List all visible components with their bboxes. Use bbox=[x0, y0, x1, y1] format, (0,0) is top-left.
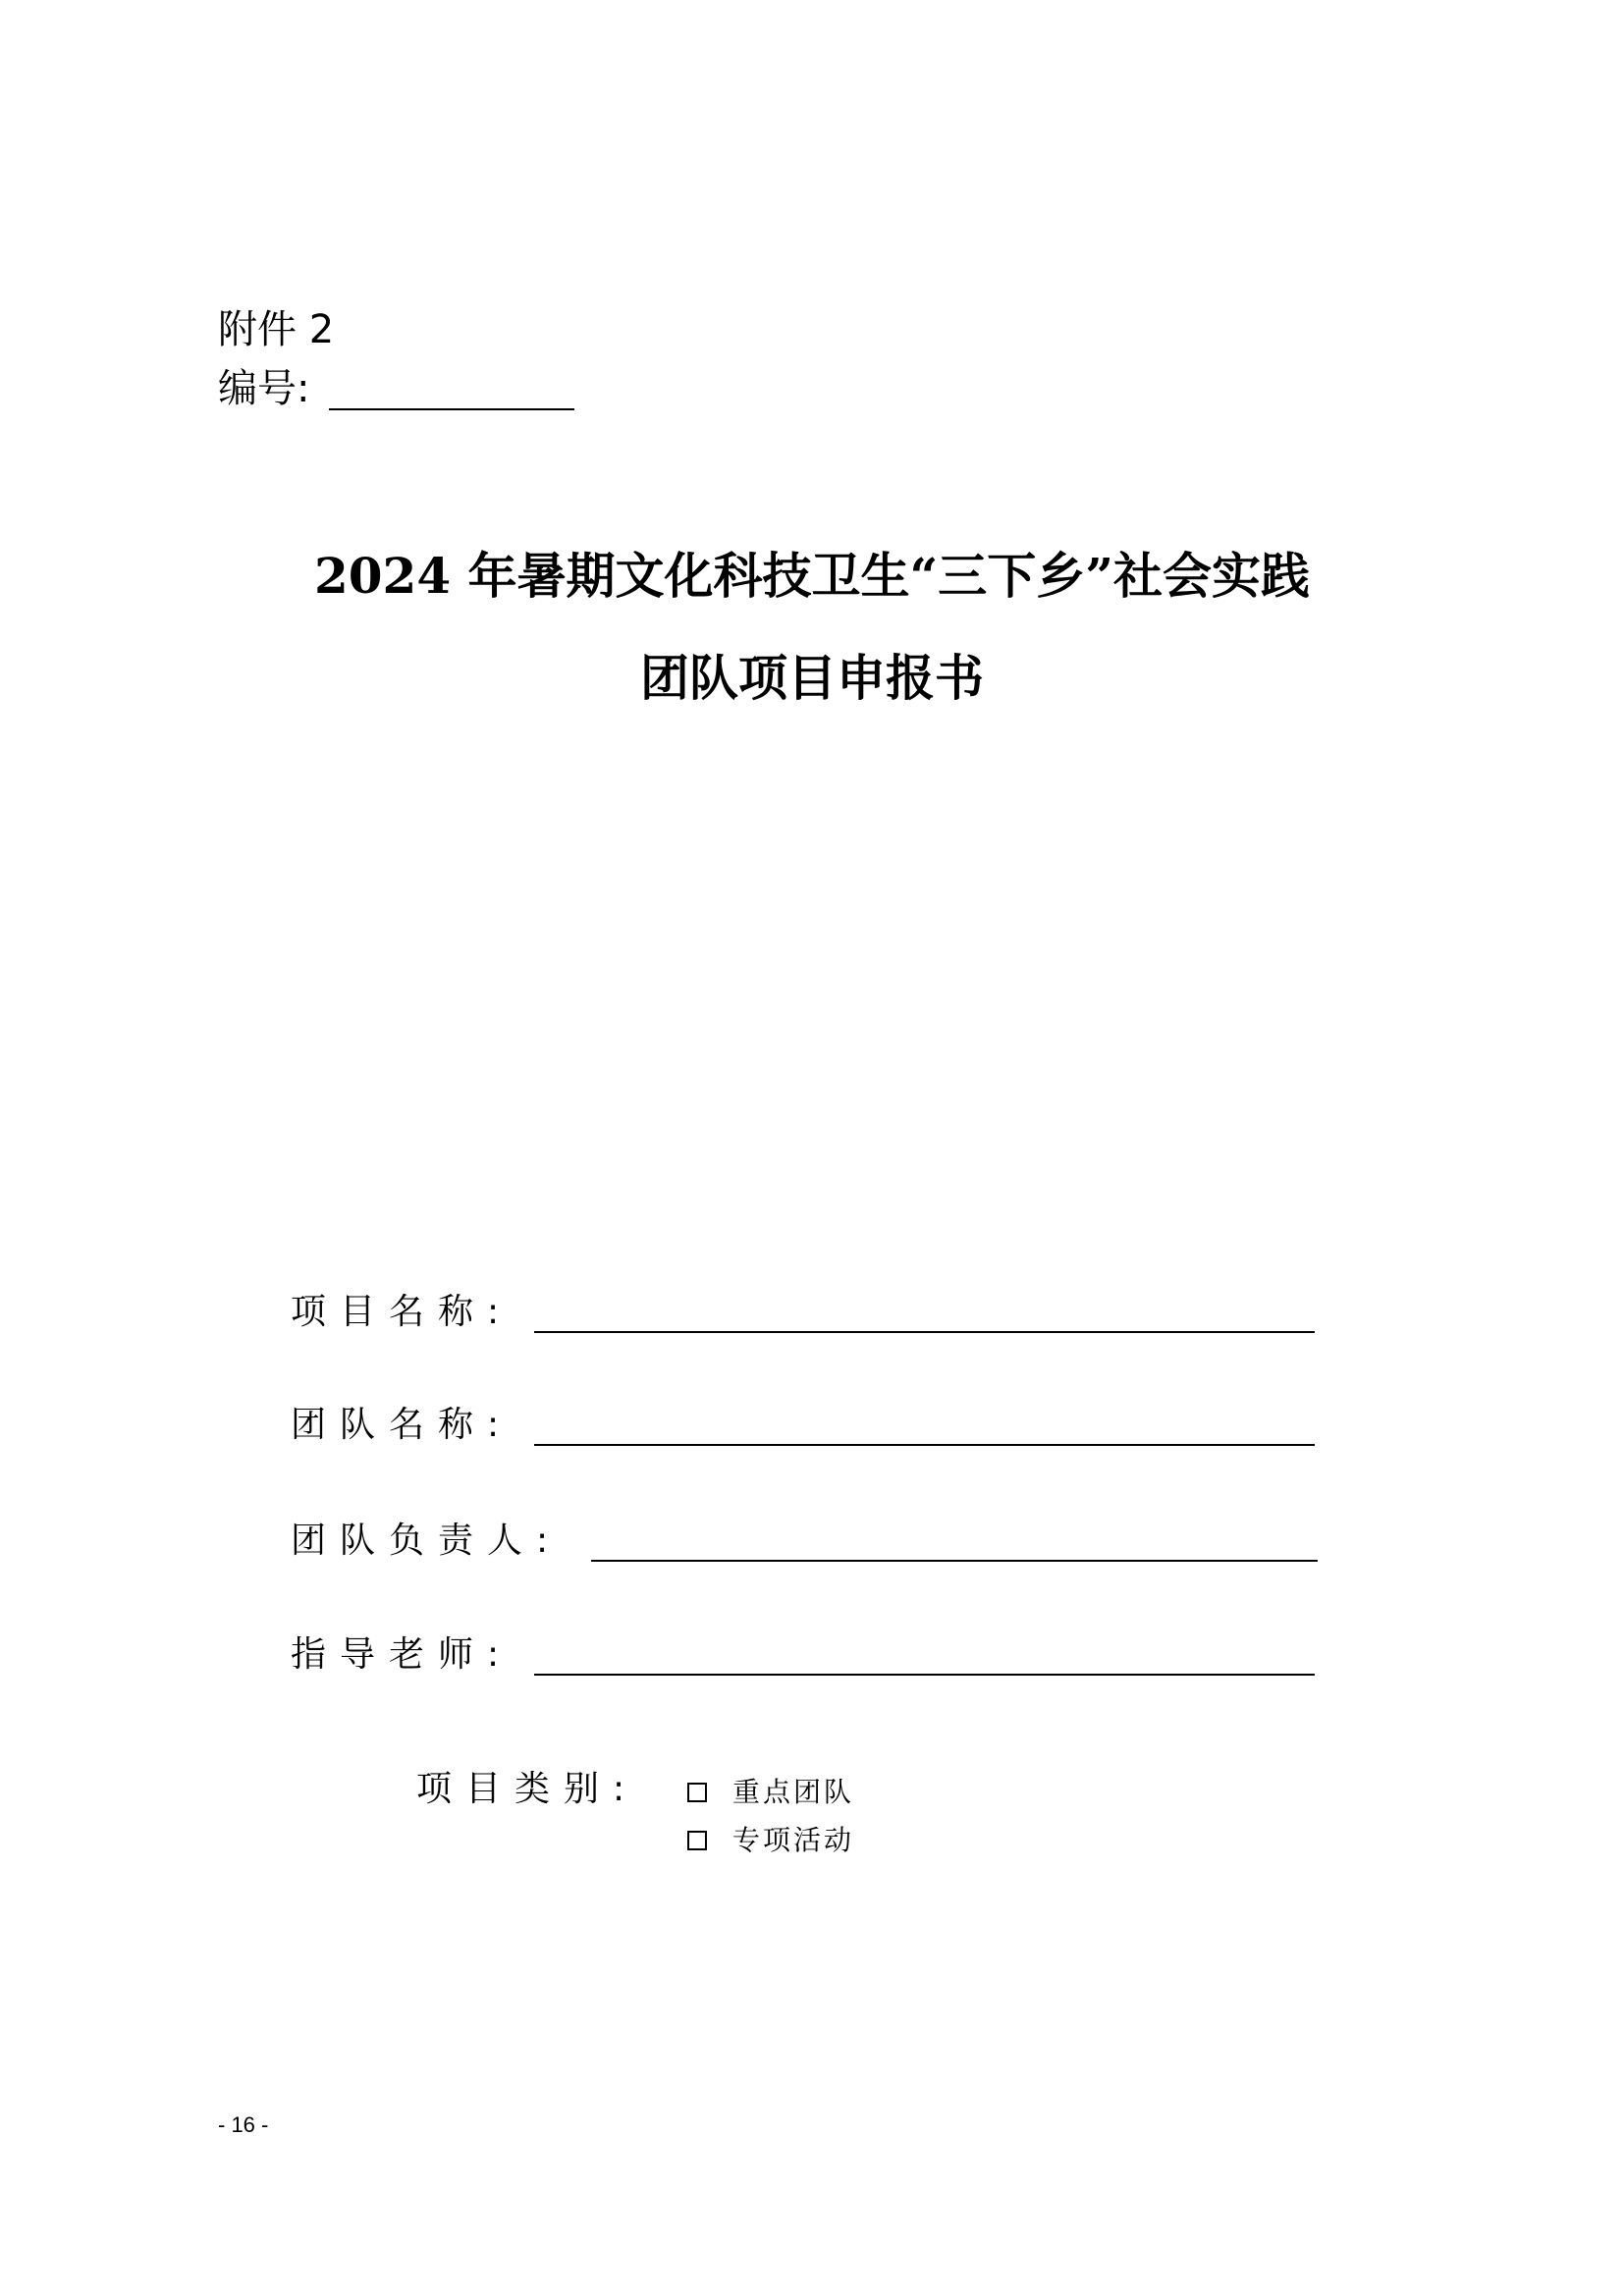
project-name-field[interactable] bbox=[534, 1292, 1315, 1333]
category-option-label: 重点团队 bbox=[732, 1776, 855, 1808]
project-category-label: 项目类别: bbox=[416, 1769, 639, 1809]
team-leader-label: 团队负责人: bbox=[291, 1521, 563, 1561]
category-option-special-activity[interactable] bbox=[687, 1821, 854, 1860]
document-title-line-2: 团队项目申报书 bbox=[640, 649, 984, 707]
project-name-row bbox=[291, 1288, 1315, 1337]
serial-number-field[interactable] bbox=[329, 365, 574, 410]
attachment-label: 附件 2 bbox=[218, 307, 335, 352]
checkbox-icon[interactable] bbox=[687, 1831, 707, 1850]
checkbox-icon[interactable] bbox=[687, 1783, 707, 1802]
page-number: - 16 - bbox=[218, 2112, 269, 2137]
serial-number-row bbox=[218, 361, 574, 416]
category-option-label: 专项活动 bbox=[732, 1824, 855, 1856]
team-leader-row bbox=[291, 1517, 1318, 1566]
project-name-label: 项目名称: bbox=[291, 1292, 514, 1332]
category-option-key-team[interactable] bbox=[687, 1773, 854, 1812]
team-name-field[interactable] bbox=[534, 1405, 1315, 1446]
advisor-label: 指导老师: bbox=[291, 1634, 514, 1675]
team-leader-field[interactable] bbox=[591, 1521, 1318, 1562]
team-name-label: 团队名称: bbox=[291, 1405, 514, 1445]
document-title-line-1: 2024 年暑期文化科技卫生“三下乡”社会实践 bbox=[313, 547, 1311, 605]
team-name-row bbox=[291, 1401, 1315, 1450]
advisor-field[interactable] bbox=[534, 1634, 1315, 1676]
serial-number-label: 编号: bbox=[218, 366, 310, 411]
advisor-row bbox=[291, 1630, 1315, 1680]
